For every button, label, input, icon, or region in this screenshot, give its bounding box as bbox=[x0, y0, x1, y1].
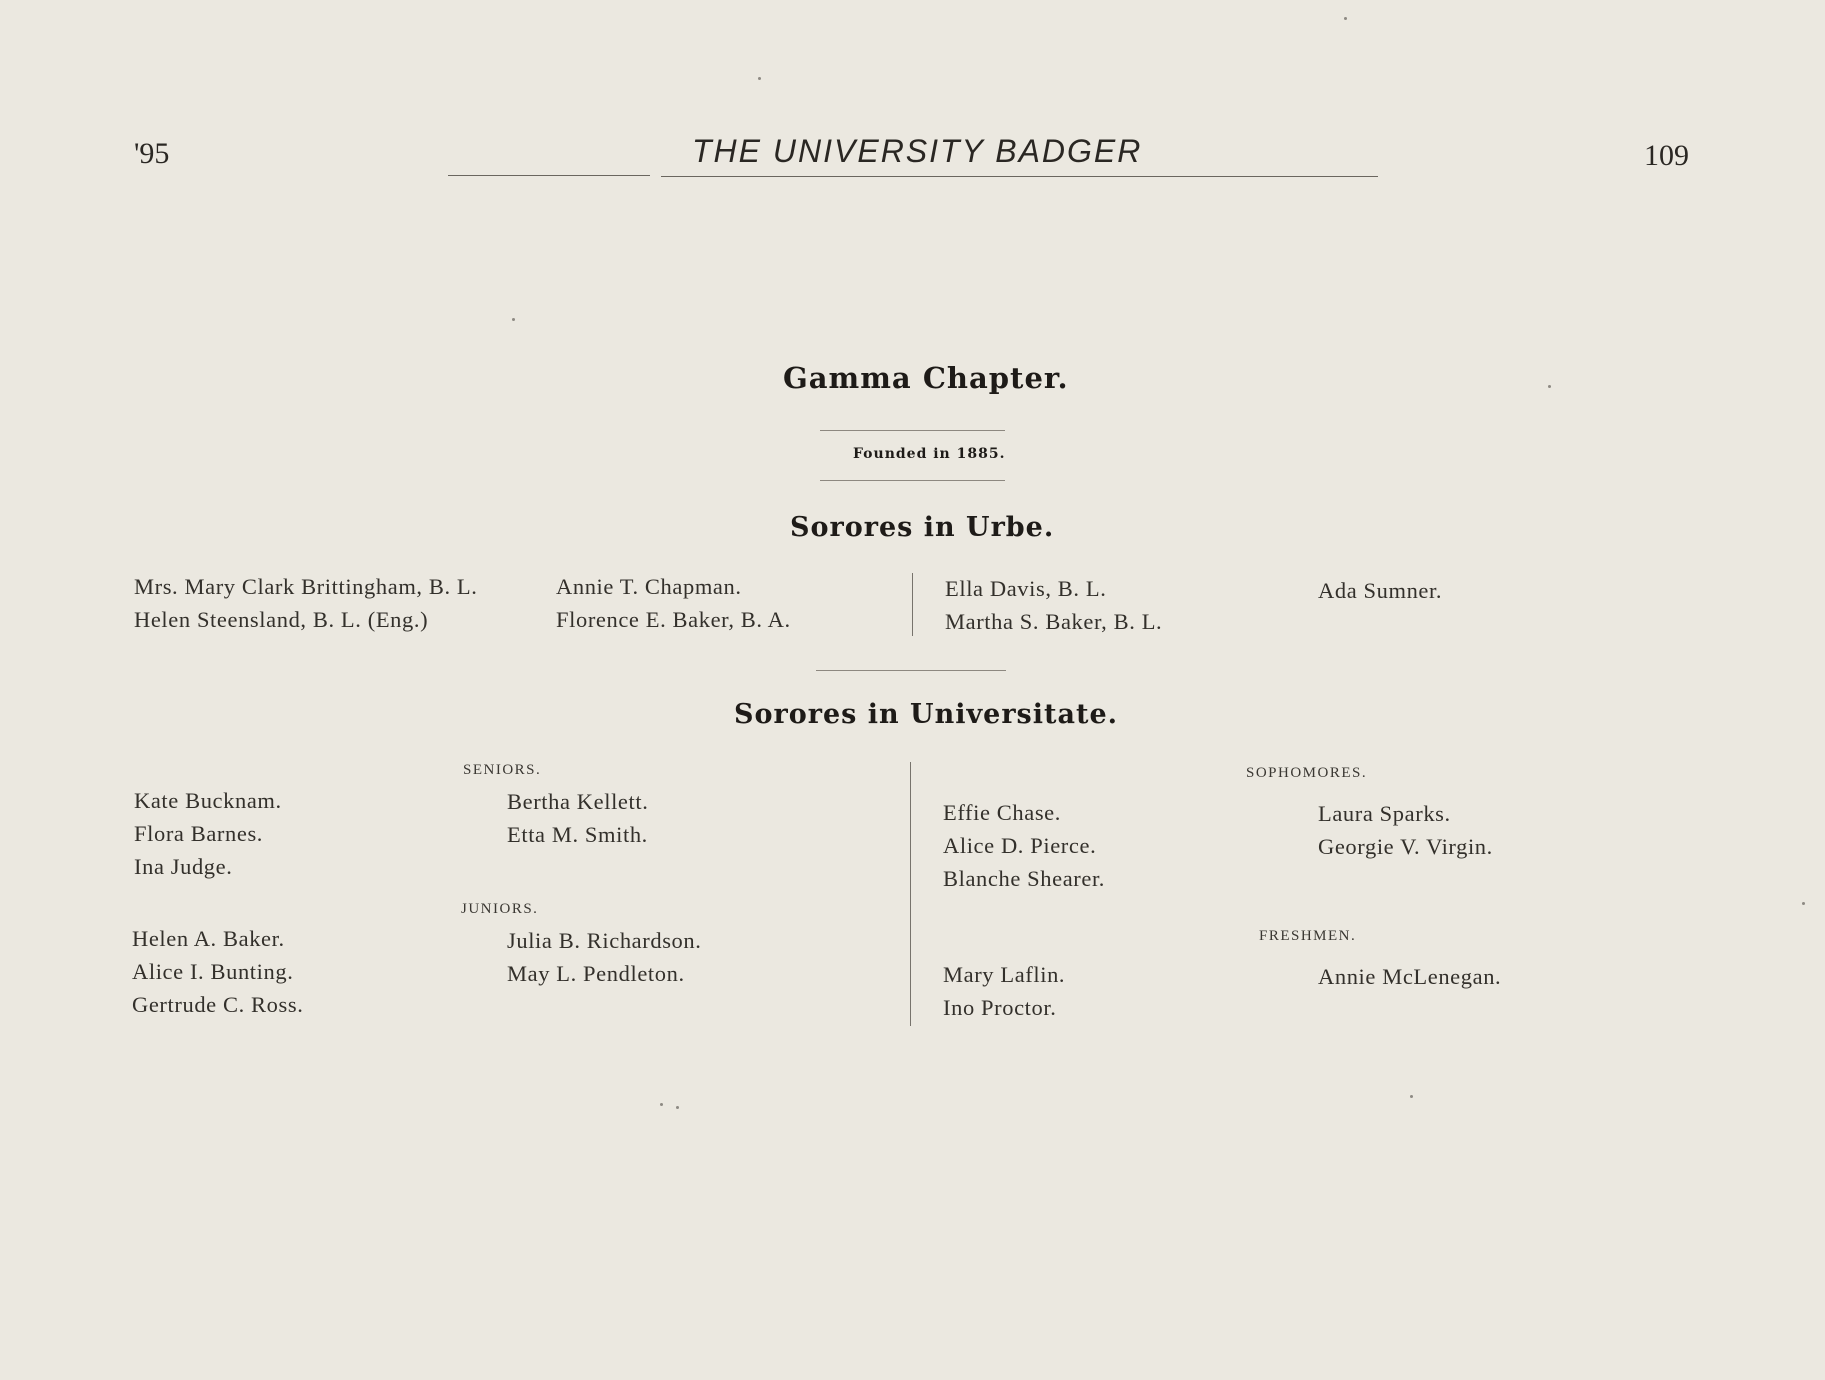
list-item: Kate Bucknam. bbox=[134, 788, 282, 813]
list-item: Julia B. Richardson. bbox=[507, 928, 702, 953]
section-heading-universitate: Sorores in Universitate. bbox=[734, 699, 1119, 730]
list-item: Georgie V. Virgin. bbox=[1318, 834, 1493, 859]
list-item: Laura Sparks. bbox=[1318, 801, 1451, 826]
chapter-rule-bottom bbox=[820, 480, 1005, 481]
paper-speck bbox=[1410, 1095, 1413, 1098]
section-divider-rule bbox=[816, 670, 1006, 671]
class-label-freshmen: FRESHMEN. bbox=[1259, 928, 1357, 944]
list-item: Mrs. Mary Clark Brittingham, B. L. bbox=[134, 574, 478, 599]
paper-speck bbox=[660, 1103, 663, 1106]
list-item: Effie Chase. bbox=[943, 800, 1061, 825]
list-item: Helen Steensland, B. L. (Eng.) bbox=[134, 607, 429, 632]
list-item: Alice D. Pierce. bbox=[943, 833, 1097, 858]
chapter-title: Gamma Chapter. bbox=[783, 361, 1069, 395]
list-item: Ina Judge. bbox=[134, 854, 233, 879]
list-item: Gertrude C. Ross. bbox=[132, 992, 304, 1017]
list-item: Flora Barnes. bbox=[134, 821, 264, 846]
list-item: May L. Pendleton. bbox=[507, 961, 685, 986]
list-item: Bertha Kellett. bbox=[507, 789, 649, 814]
paper-speck bbox=[758, 77, 761, 80]
list-item: Martha S. Baker, B. L. bbox=[945, 609, 1163, 634]
paper-speck bbox=[676, 1106, 679, 1109]
list-item: Alice I. Bunting. bbox=[132, 959, 294, 984]
header-rule-right bbox=[661, 176, 1378, 177]
class-label-juniors: JUNIORS. bbox=[461, 901, 539, 917]
header-year: '95 bbox=[134, 137, 170, 170]
section-heading-urbe: Sorores in Urbe. bbox=[790, 512, 1055, 543]
list-item: Blanche Shearer. bbox=[943, 866, 1106, 891]
paper-speck bbox=[1344, 17, 1347, 20]
column-divider-universitate bbox=[910, 762, 911, 1026]
paper-speck bbox=[1548, 385, 1551, 388]
class-label-seniors: SENIORS. bbox=[463, 762, 542, 778]
list-item: Helen A. Baker. bbox=[132, 926, 285, 951]
list-item: Florence E. Baker, B. A. bbox=[556, 607, 791, 632]
list-item: Mary Laflin. bbox=[943, 962, 1066, 987]
header-page-number: 109 bbox=[1644, 139, 1689, 172]
header-rule-left bbox=[448, 175, 650, 176]
chapter-rule-top bbox=[820, 430, 1005, 431]
paper-speck bbox=[1802, 902, 1805, 905]
header-title: THE UNIVERSITY BADGER bbox=[692, 133, 1143, 169]
list-item: Ada Sumner. bbox=[1318, 578, 1443, 603]
list-item: Annie T. Chapman. bbox=[556, 574, 742, 599]
list-item: Ella Davis, B. L. bbox=[945, 576, 1107, 601]
chapter-founded: Founded in 1885. bbox=[853, 446, 1006, 462]
list-item: Annie McLenegan. bbox=[1318, 964, 1502, 989]
list-item: Etta M. Smith. bbox=[507, 822, 648, 847]
class-label-sophomores: SOPHOMORES. bbox=[1246, 765, 1368, 781]
list-item: Ino Proctor. bbox=[943, 995, 1057, 1020]
column-divider-urbe bbox=[912, 573, 913, 636]
paper-speck bbox=[512, 318, 515, 321]
